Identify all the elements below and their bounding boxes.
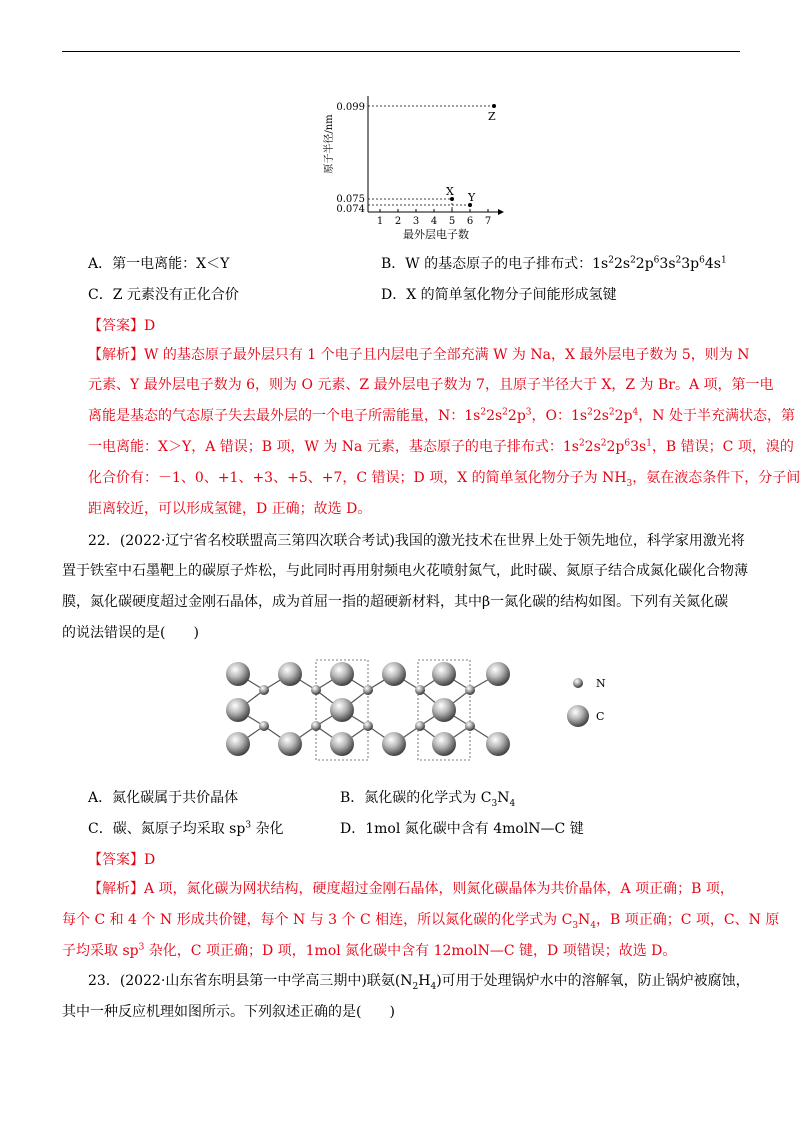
q22-option-c: C．碳、氮原子均采取 $sp^3$ 杂化	[88, 820, 284, 837]
q21-option-b: B．W 的基态原子的电子排布式：$1s^22s^22p^63s^23p^64s^1$	[381, 255, 727, 272]
q22-option-b: B．氮化碳的化学式为 $C_3N_4$	[340, 790, 516, 809]
q22-stem-line1: 22．(2022·辽宁省名校联盟高三第四次联合考试)我国的激光技术在世界上处于领先地位，科学家用激光将	[88, 533, 745, 549]
legend-c-atom	[567, 705, 589, 727]
carbon-atom	[226, 662, 250, 686]
carbon-atom	[486, 732, 510, 756]
xtick-7: 7	[484, 216, 492, 227]
carbon-nitride-structure	[212, 652, 632, 768]
carbon-atom	[382, 732, 406, 756]
xtick-3: 3	[412, 216, 420, 227]
chart-ylabel: 原子半径/nm	[324, 114, 335, 174]
xtick-6: 6	[466, 216, 474, 227]
q22-stem-line2: 置于铁室中石墨靶上的碳原子炸松，与此同时再用射频电火花喷射氮气，此时碳、氮原子结合成氮化碳化合物薄	[62, 563, 748, 579]
point-x-label: X	[446, 185, 454, 198]
carbon-atom	[330, 732, 354, 756]
carbon-atom	[330, 698, 354, 722]
ytick-0075: 0.075	[336, 194, 365, 205]
nitrogen-atom	[363, 721, 373, 731]
carbon-atom	[382, 662, 406, 686]
carbon-atom	[226, 698, 250, 722]
point-z	[492, 104, 496, 108]
chart-xlabel: 最外层电子数	[403, 228, 469, 241]
ytick-0074: 0.074	[336, 204, 365, 215]
nitrogen-atom	[259, 685, 269, 695]
nitrogen-atom	[363, 685, 373, 695]
q21-option-a: A．第一电离能：X＜Y	[88, 256, 230, 272]
header-rule	[62, 51, 740, 52]
nitrogen-atom	[415, 721, 425, 731]
legend-n-atom	[573, 678, 583, 688]
legend-n-label: N	[596, 677, 606, 690]
xtick-5: 5	[448, 216, 456, 227]
carbon-atom	[432, 698, 456, 722]
atomic-radius-chart	[318, 92, 508, 242]
q22-option-d: D．1mol 氮化碳中含有 4molN—C 键	[340, 821, 584, 837]
carbon-atom	[278, 732, 302, 756]
legend-c-label: C	[596, 710, 605, 723]
carbon-atom	[486, 662, 510, 686]
xtick-2: 2	[394, 216, 402, 227]
nitrogen-atom	[465, 685, 475, 695]
carbon-atom	[226, 732, 250, 756]
carbon-atom	[278, 662, 302, 686]
q23-stem-line2: 其中一种反应机理如图所示。下列叙述正确的是( )	[62, 1004, 395, 1020]
carbon-atom	[330, 662, 354, 686]
q23-stem-line1: 23．(2022·山东省东明县第一中学高三期中)联氨$(N_2H_4)$可用于处理锅炉水中的溶解氧，防止锅炉被腐蚀，	[88, 973, 750, 992]
nitrogen-atom	[415, 685, 425, 695]
carbon-atom	[432, 732, 456, 756]
nitrogen-atom	[465, 721, 475, 731]
point-z-label: Z	[488, 110, 496, 123]
q22-answer: 【答案】D	[88, 852, 156, 868]
nitrogen-atom	[259, 721, 269, 731]
q21-answer: 【答案】D	[88, 318, 156, 334]
xtick-4: 4	[430, 216, 438, 227]
q21-option-c: C．Z 元素没有正化合价	[88, 287, 239, 303]
nitrogen-atom	[311, 685, 321, 695]
q21-option-d: D．X 的简单氢化物分子间能形成氢键	[381, 287, 617, 303]
xtick-1: 1	[376, 216, 384, 227]
ytick-0099: 0.099	[336, 102, 365, 113]
carbon-atom	[432, 662, 456, 686]
point-y-label: Y	[468, 191, 476, 204]
q22-stem-line3: 膜，氮化碳硬度超过金刚石晶体，成为首屈一指的超硬新材料，其中β一氮化碳的结构如图。下列有关氮化碳	[62, 594, 729, 610]
q22-stem-line4: 的说法错误的是( )	[62, 625, 199, 641]
q22-option-a: A．氮化碳属于共价晶体	[88, 790, 239, 806]
nitrogen-atom	[311, 721, 321, 731]
